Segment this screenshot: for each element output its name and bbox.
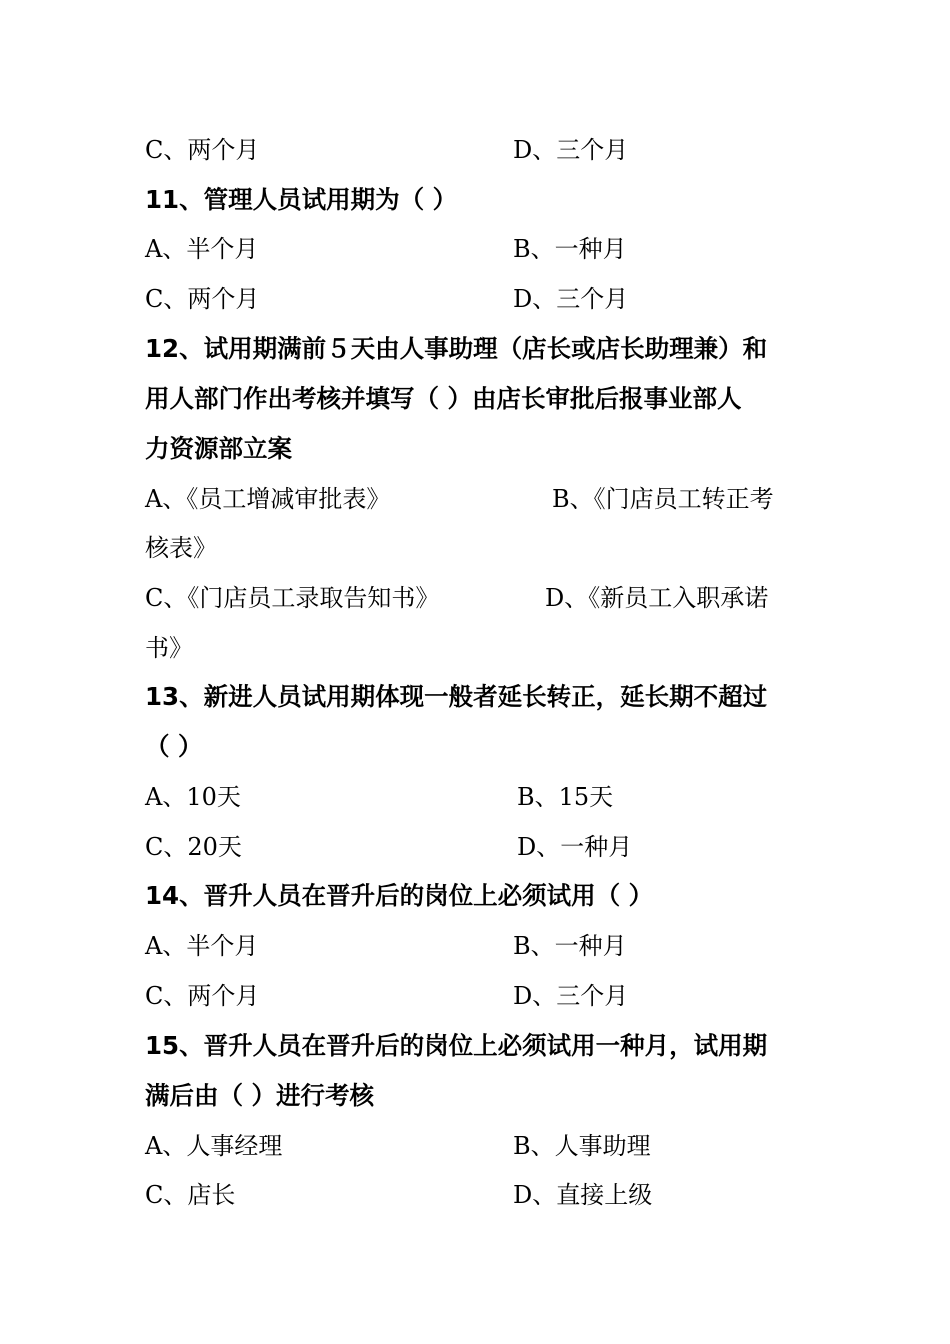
option-a: A、人事经理 — [145, 1132, 283, 1160]
option-continuation: 书》 — [145, 634, 193, 662]
question-13-line-2: （ ） — [145, 732, 203, 761]
option-row — [145, 130, 815, 170]
question-15-line-2: 满后由（ ）进行考核 — [145, 1081, 375, 1110]
option-row — [145, 976, 815, 1016]
option-d: D、《新员工入职承诺 — [545, 584, 769, 612]
question-14: 14、晋升人员在晋升后的岗位上必须试用（ ） — [145, 881, 654, 910]
option-row — [145, 1175, 815, 1215]
option-row — [145, 777, 815, 817]
option-c: C、20天 — [145, 833, 242, 861]
question-12-line-3: 力资源部立案 — [145, 434, 292, 463]
question-15-line-1: 15、晋升人员在晋升后的岗位上必须试用一种月，试用期 — [145, 1031, 768, 1060]
question-12-line-1: 12、试用期满前５天由人事助理（店长或店长助理兼）和 — [145, 334, 768, 363]
option-c: C、两个月 — [145, 136, 260, 164]
option-a: A、《员工增减审批表》 — [145, 485, 391, 513]
option-c: C、两个月 — [145, 982, 260, 1010]
option-b: B、15天 — [517, 783, 614, 811]
option-d: D、三个月 — [513, 136, 629, 164]
option-b: B、人事助理 — [513, 1132, 651, 1160]
option-row — [145, 827, 815, 867]
question-11: 11、管理人员试用期为（ ） — [145, 185, 458, 214]
option-b: B、《门店员工转正考 — [552, 485, 774, 513]
option-continuation: 核表》 — [145, 534, 217, 562]
option-b: B、一种月 — [513, 235, 627, 263]
option-row — [145, 926, 815, 966]
option-row — [145, 479, 815, 519]
question-12-line-2: 用人部门作出考核并填写（ ）由店长审批后报事业部人 — [145, 384, 742, 413]
option-a: A、10天 — [145, 783, 241, 811]
option-b: B、一种月 — [513, 932, 627, 960]
question-13-line-1: 13、新进人员试用期体现一般者延长转正，延长期不超过 — [145, 682, 768, 711]
option-a: A、半个月 — [145, 932, 259, 960]
option-d: D、直接上级 — [513, 1181, 653, 1209]
option-a: A、半个月 — [145, 235, 259, 263]
option-row — [145, 229, 815, 269]
option-d: D、三个月 — [513, 285, 629, 313]
option-row — [145, 279, 815, 319]
option-c: C、《门店员工录取告知书》 — [145, 584, 440, 612]
option-row — [145, 1126, 815, 1166]
option-d: D、一种月 — [517, 833, 633, 861]
option-c: C、店长 — [145, 1181, 236, 1209]
option-row — [145, 578, 815, 618]
option-c: C、两个月 — [145, 285, 260, 313]
option-d: D、三个月 — [513, 982, 629, 1010]
